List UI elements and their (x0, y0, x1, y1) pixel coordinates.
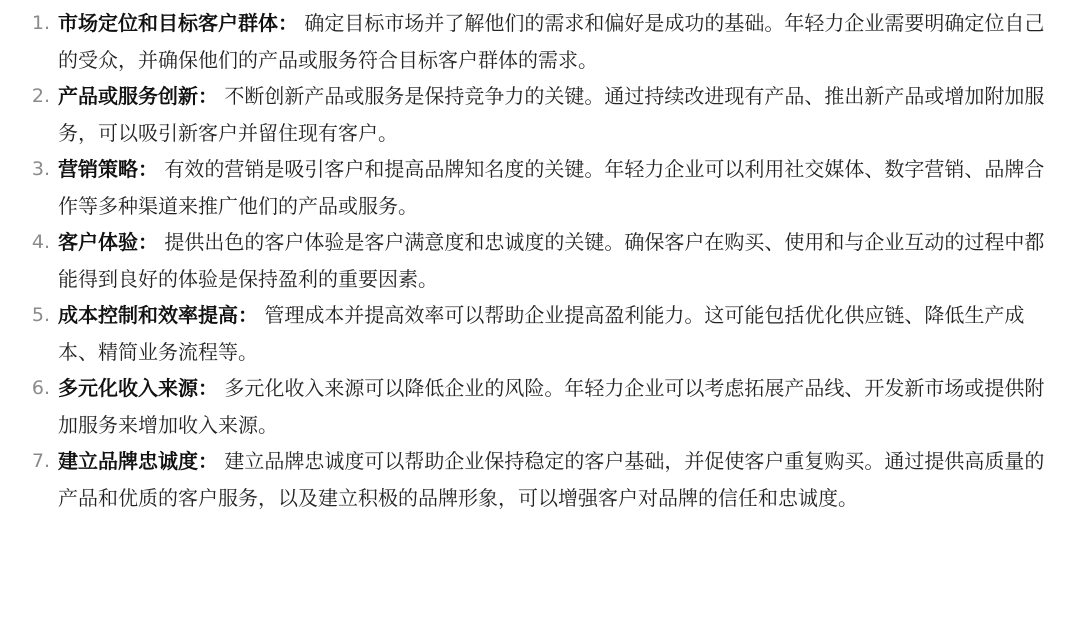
list-item-text: 确定目标市场并了解他们的需求和偏好是成功的基础。年轻力企业需要明确定位自己的受众，并确保他们的产品或服务符合目标客户群体的需求。 (58, 11, 1045, 72)
list-item-title: 建立品牌忠诚度： (58, 449, 218, 473)
list-item-title: 市场定位和目标客户群体： (58, 11, 298, 35)
list-item-number: 5. (31, 304, 50, 326)
list-item-text: 不断创新产品或服务是保持竞争力的关键。通过持续改进现有产品、推出新产品或增加附加服务，可以吸引新客户并留住现有客户。 (58, 84, 1045, 145)
list-item-number: 6. (31, 377, 50, 399)
list-item-market-positioning (24, 5, 1062, 78)
list-item-text: 有效的营销是吸引客户和提高品牌知名度的关键。年轻力企业可以利用社交媒体、数字营销、品牌合作等多种渠道来推广他们的产品或服务。 (58, 157, 1045, 218)
list-item-number: 2. (31, 85, 50, 107)
list-item-title: 产品或服务创新： (58, 84, 218, 108)
list-item-cost-efficiency (24, 297, 1062, 370)
list-item-brand-loyalty (24, 443, 1062, 516)
list-item-number: 1. (31, 12, 50, 34)
list-item-number: 3. (31, 158, 50, 180)
list-item-text: 提供出色的客户体验是客户满意度和忠诚度的关键。确保客户在购买、使用和与企业互动的过程中都能得到良好的体验是保持盈利的重要因素。 (58, 230, 1045, 291)
list-item-number: 4. (31, 231, 50, 253)
list-item-marketing-strategy (24, 151, 1062, 224)
list-item-title: 多元化收入来源： (58, 376, 218, 400)
list-item-text: 多元化收入来源可以降低企业的风险。年轻力企业可以考虑拓展产品线、开发新市场或提供附加服务来增加收入来源。 (58, 376, 1045, 437)
numbered-list (24, 5, 1062, 516)
list-item-title: 营销策略： (58, 157, 158, 181)
list-item-customer-experience (24, 224, 1062, 297)
list-item-product-innovation (24, 78, 1062, 151)
list-item-number: 7. (31, 450, 50, 472)
list-item-title: 成本控制和效率提高： (58, 303, 258, 327)
list-item-text: 建立品牌忠诚度可以帮助企业保持稳定的客户基础，并促使客户重复购买。通过提供高质量的产品和优质的客户服务，以及建立积极的品牌形象，可以增强客户对品牌的信任和忠诚度。 (58, 449, 1045, 510)
list-item-diversified-revenue (24, 370, 1062, 443)
list-item-title: 客户体验： (58, 230, 158, 254)
list-item-text: 管理成本并提高效率可以帮助企业提高盈利能力。这可能包括优化供应链、降低生产成本、精简业务流程等。 (58, 303, 1025, 364)
